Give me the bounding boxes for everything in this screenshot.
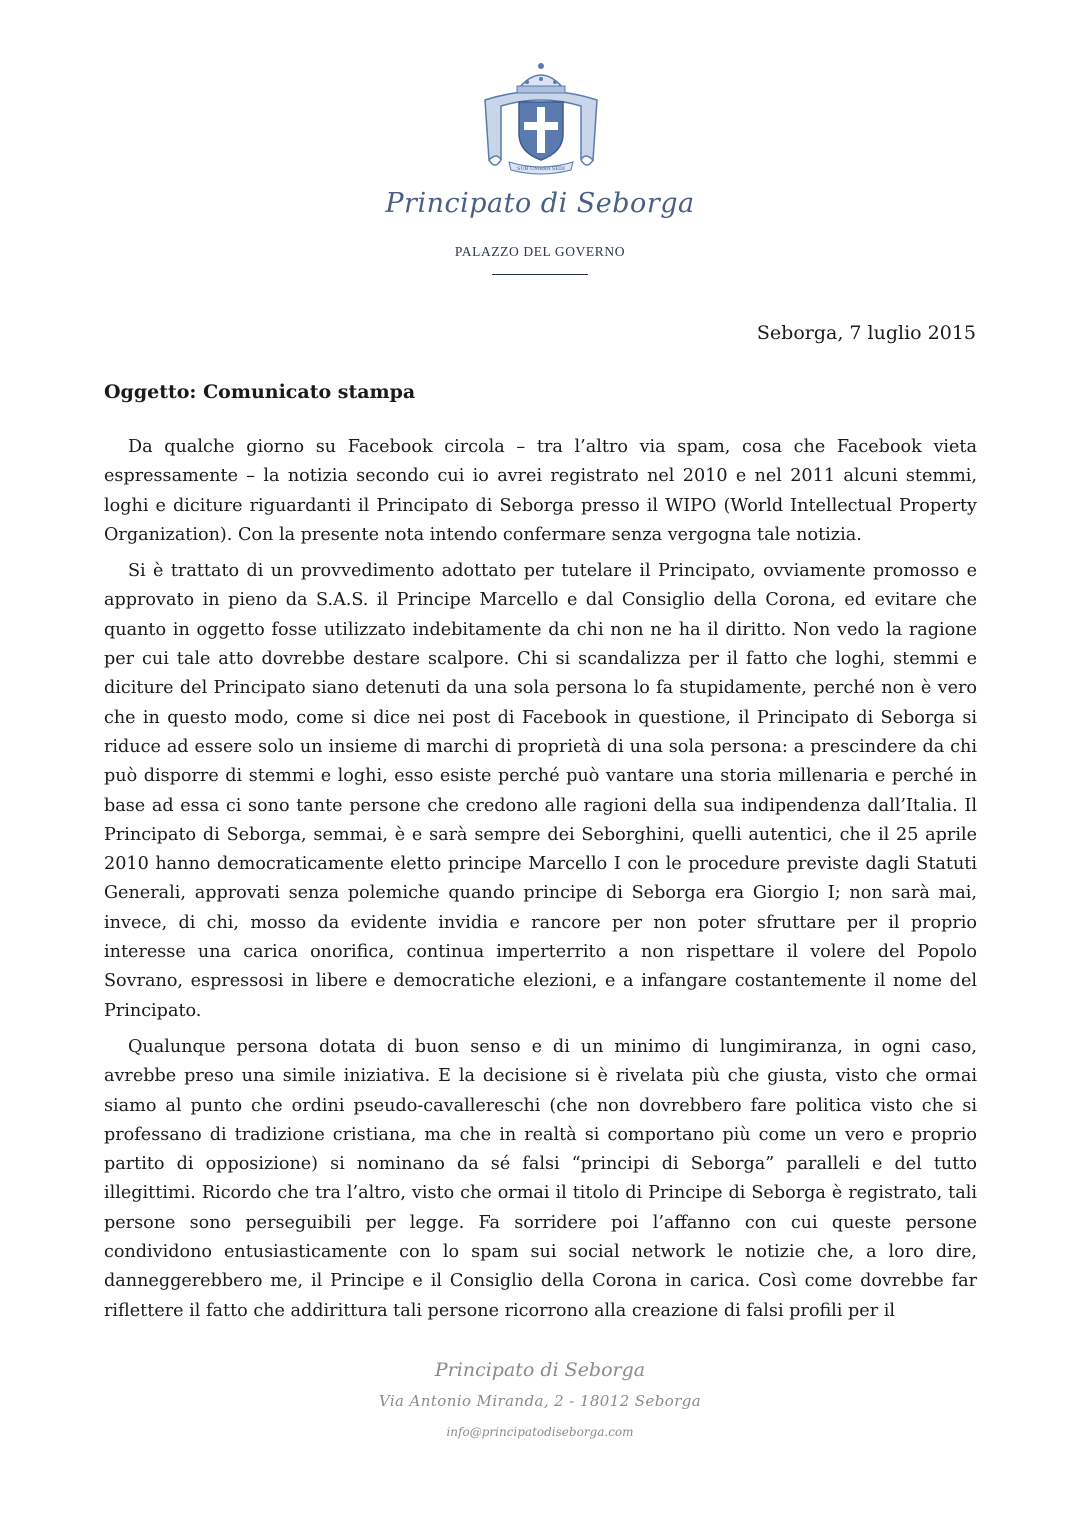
paragraph: Qualunque persona dotata di buon senso e di un minimo di lungimiranza, in ogni caso, avrebbe preso una simile iniziativa. E la decisione si è rivelata più che giusta, visto che ormai siamo al punto che ordini pseudo-cavallereschi (che non dovrebbero fare politica visto che si professano di tradizione cristiana, ma che in realtà si comportano più come un vero e proprio partito di opposizione) si nominano da sé falsi “principi di Seborga” paralleli e del tutto illegittimi. Ricordo che tra l’altro, visto che ormai il titolo di Principe di Seborga è registrato, tali persone sono perseguibili per legge. Fa sorridere poi l’affanno con cui queste persone condividono entusiasticamente con lo spam sui social network le notizie che, a loro dire, danneggerebbero me, il Principe e il Consiglio della Corona in carica. Così come dovrebbe far riflettere il fatto che addirittura tali persone ricorrono alla creazione di falsi profili per il [104,1036,977,1321]
letter-date: Seborga, 7 luglio 2015 [756,322,976,344]
letter-subject: Oggetto: Comunicato stampa [104,381,416,403]
footer-name: Principato di Seborga [434,1359,646,1381]
letterhead-subtitle: PALAZZO DEL GOVERNO [454,244,626,259]
footer-email: info@principatodiseborga.com [446,1425,634,1439]
letter-body [104,433,977,1333]
paragraph: Da qualche giorno su Facebook circola – tra l’altro via spam, cosa che Facebook vieta espressamente – la notizia secondo cui io avrei registrato nel 2010 e nel 2011 alcuni stemmi, loghi e diciture riguardanti il Principato di Seborga presso il WIPO (World Intellectual Property Organization). Con la presente nota intendo confermare senza vergogna tale notizia. [104,437,977,545]
letterhead-divider [492,274,588,275]
crest-motto: SUB UMBRA SEDI [517,166,565,172]
letterhead-name: Principato di Seborga [385,188,695,219]
paragraph: Si è trattato di un provvedimento adottato per tutelare il Principato, ovviamente promosso e approvato in pieno da S.A.S. il Principe Marcello e dal Consiglio della Corona, ed evitare che quanto in oggetto fosse utilizzato indebitamente da chi non ne ha il diritto. Non vedo la ragione per cui tale atto dovrebbe destare scalpore. Chi si scandalizza per il fatto che loghi, stemmi e diciture del Principato siano detenuti da una sola persona lo fa stupidamente, perché non è vero che in questo modo, come si dice nei post di Facebook in questione, il Principato di Seborga si riduce ad essere solo un insieme di marchi di proprietà di una sola persona: a prescindere da chi può disporre di stemmi e loghi, esso esiste perché può vantare una storia millenaria e perché in base ad essa ci sono tante persone che credono alle ragioni della sua indipendenza dall’Italia. Il Principato di Seborga, semmai, è e sarà sempre dei Seborghini, quelli autentici, che il 25 aprile 2010 hanno democraticamente eletto principe Marcello I con le procedure previste dagli Statuti Generali, approvati senza polemiche quando principe di Seborga era Giorgio I; non sarà mai, invece, di chi, mosso da evidente invidia e rancore per non poter sfruttare per il proprio interesse una carica onorifica, continua imperterrito a non rispettare il volere del Popolo Sovrano, espressosi in libere e democratiche elezioni, e a infangare costantemente il nome del Principato. [104,561,977,1021]
footer-address: Via Antonio Miranda, 2 - 18012 Seborga [378,1392,702,1410]
coat-of-arms-logo [475,60,607,178]
